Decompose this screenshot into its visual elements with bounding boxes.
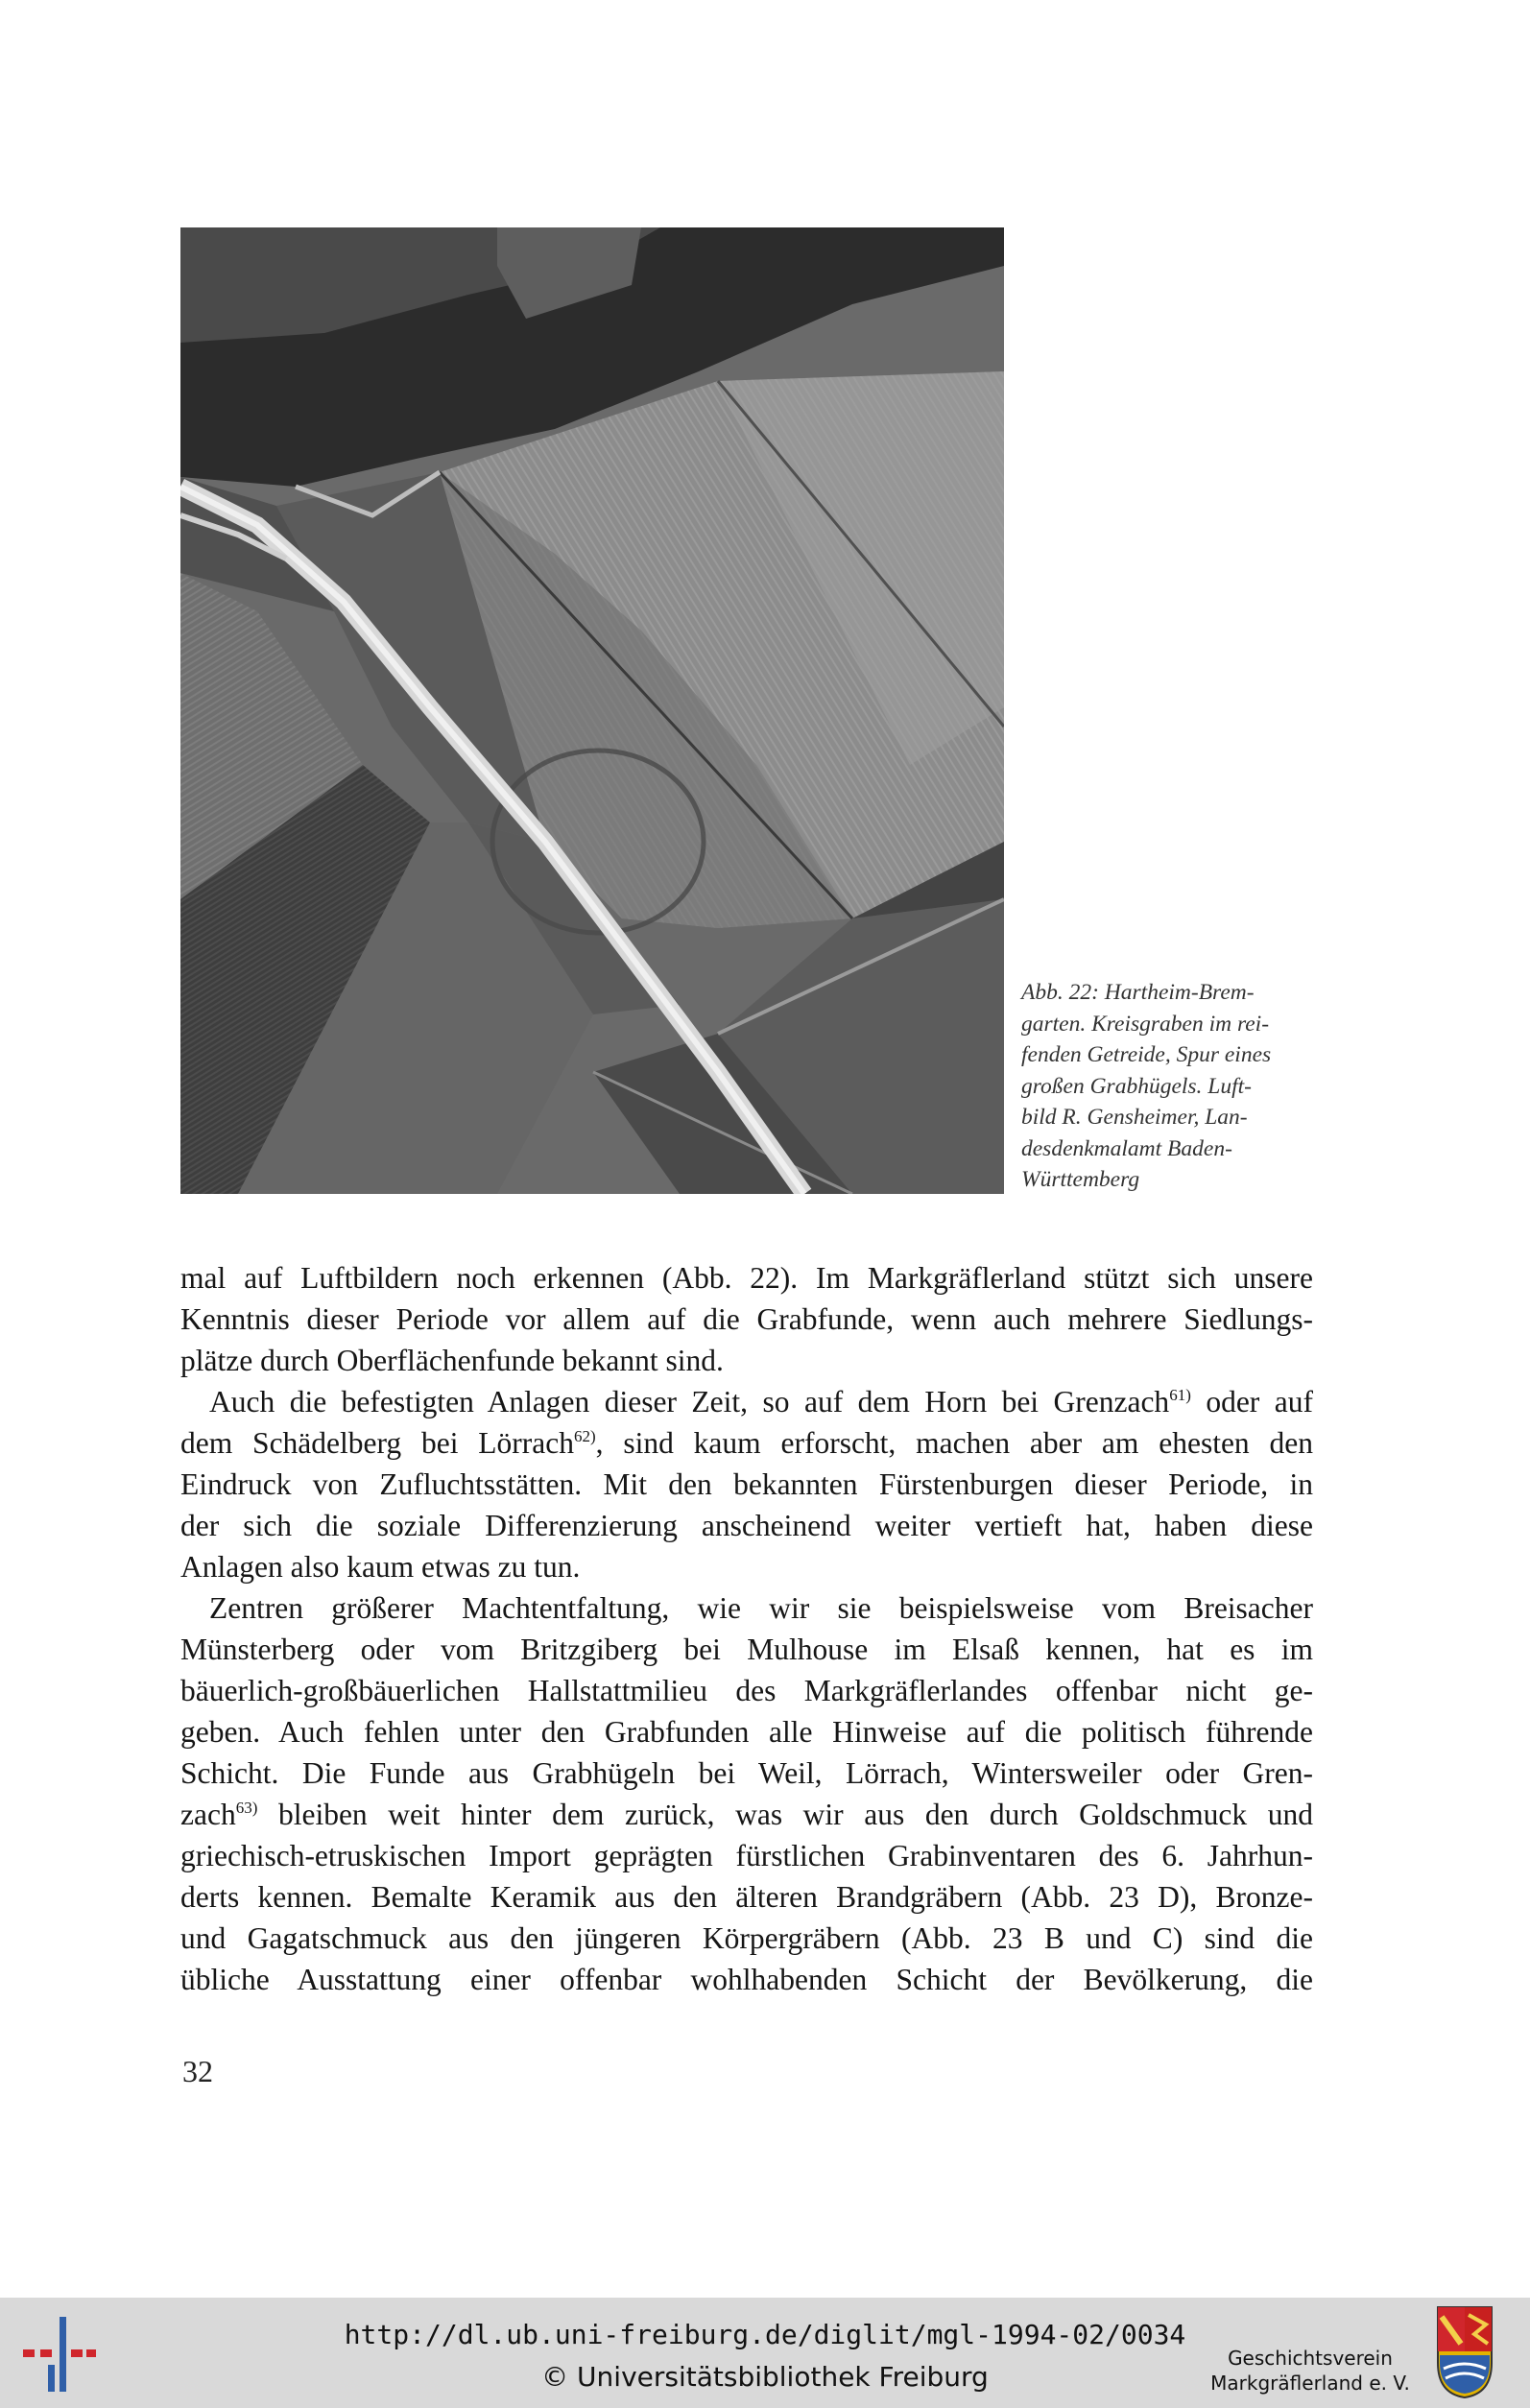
text-line: Münsterberg oder vom Britzgiberg bei Mulhouse im Elsaß kennen, hat es im <box>180 1633 1313 1666</box>
text-line: griechisch-etruskischen Import geprägten fürstlichen Grabinventaren des 6. Jahrhun- <box>180 1839 1313 1872</box>
footnote-ref: 63) <box>235 1799 258 1817</box>
figure-caption <box>1021 977 1348 1196</box>
text-line <box>180 1794 1313 1835</box>
caption-line: desdenkmalamt Baden- <box>1021 1135 1232 1161</box>
aerial-photo-drawing <box>180 227 1004 1194</box>
society-name <box>1200 2346 1421 2396</box>
caption-line: großen Grabhügels. Luft- <box>1021 1073 1253 1099</box>
document-url-link[interactable]: http://dl.ub.uni-freiburg.de/diglit/mgl-1994-02/0034 <box>344 2319 1186 2350</box>
text-line: plätze durch Oberflächenfunde bekannt sind. <box>180 1344 724 1377</box>
text-line: und Gagatschmuck aus den jüngeren Körpergräbern (Abb. 23 B und C) sind die <box>180 1921 1313 1955</box>
aerial-photograph <box>180 227 1004 1194</box>
caption-line: Abb. 22: Hartheim-Brem- <box>1021 980 1255 1005</box>
footer-bar <box>0 2298 1530 2408</box>
caption-line: Württemberg <box>1021 1167 1140 1192</box>
text-segment: Auch die befestigten Anlagen dieser Zeit, so auf dem Horn bei Grenzach <box>209 1385 1170 1419</box>
society-line: Markgräflerland e. V. <box>1210 2372 1410 2395</box>
society-line: Geschichtsverein <box>1228 2347 1393 2370</box>
page-number: 32 <box>182 2054 213 2088</box>
coat-of-arms-icon <box>1436 2305 1494 2399</box>
caption-line: fenden Getreide, Spur eines <box>1021 1042 1272 1067</box>
footnote-ref: 62) <box>573 1427 596 1445</box>
text-segment: bleiben weit hinter dem zurück, was wir aus den durch Goldschmuck und <box>257 1798 1313 1831</box>
text-line: Schicht. Die Funde aus Grabhügeln bei Weil, Lörrach, Wintersweiler oder Gren- <box>180 1756 1313 1790</box>
text-line: Kenntnis dieser Periode vor allem auf die Grabfunde, wenn auch mehrere Siedlungs- <box>180 1302 1313 1336</box>
text-line: derts kennen. Bemalte Keramik aus den älteren Brandgräbern (Abb. 23 D), Bronze- <box>180 1880 1313 1914</box>
body-text <box>180 1257 1313 2000</box>
text-line: der sich die soziale Differenzierung anscheinend weiter vertieft hat, haben diese <box>180 1509 1313 1542</box>
text-segment: , sind kaum erforscht, machen aber am ehesten den <box>595 1426 1313 1460</box>
text-line: übliche Ausstattung einer offenbar wohlhabenden Schicht der Bevölkerung, die <box>180 1963 1313 1996</box>
text-line: Eindruck von Zufluchtsstätten. Mit den bekannten Fürstenburgen dieser Periode, in <box>180 1467 1313 1501</box>
text-line <box>180 1422 1313 1464</box>
text-line: mal auf Luftbildern noch erkennen (Abb. 22). Im Markgräflerland stützt sich unsere <box>180 1261 1313 1295</box>
caption-line: bild R. Gensheimer, Lan- <box>1021 1105 1248 1130</box>
text-line <box>180 1381 1313 1422</box>
text-line: Anlagen also kaum etwas zu tun. <box>180 1550 581 1584</box>
text-segment: zach <box>180 1798 236 1831</box>
text-line: Zentren größerer Machtentfaltung, wie wir sie beispielsweise vom Breisacher <box>209 1591 1313 1625</box>
text-line: bäuerlich-großbäuerlichen Hallstattmilieu des Markgräflerlandes offenbar nicht ge- <box>180 1674 1313 1707</box>
footnote-ref: 61) <box>1169 1386 1191 1404</box>
text-segment: dem Schädelberg bei Lörrach <box>180 1426 574 1460</box>
copyright-notice: © Universitätsbibliothek Freiburg <box>541 2361 989 2393</box>
text-line: geben. Auch fehlen unter den Grabfunden alle Hinweise auf die politisch führende <box>180 1715 1313 1749</box>
text-segment: oder auf <box>1190 1385 1313 1419</box>
caption-line: garten. Kreisgraben im rei- <box>1021 1011 1270 1037</box>
